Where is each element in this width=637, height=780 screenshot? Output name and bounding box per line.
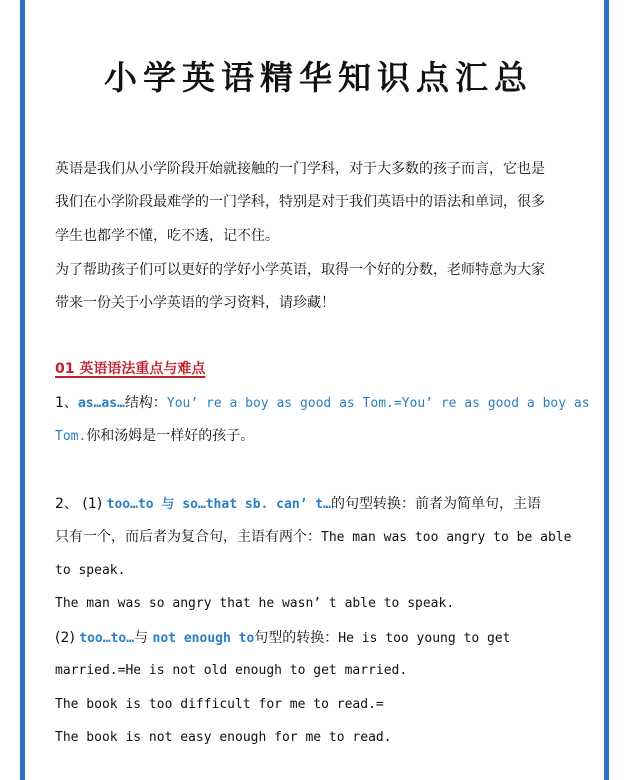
example-line: The book is not easy enough for me to read. (55, 730, 392, 745)
intro-line: 为了帮助孩子们可以更好的学好小学英语，取得一个好的分数，老师特意为大家 (55, 262, 545, 278)
intro-line: 学生也都学不懂，吃不透，记不住。 (55, 228, 279, 244)
example-line: to speak. (55, 563, 126, 578)
item-1-line (55, 393, 590, 414)
page-title: 小学英语精华知识点汇总 (104, 58, 533, 97)
description-text: 的句型转换：前者为简单句，主语 (330, 496, 541, 512)
item-number: 1、 (55, 395, 78, 411)
intro-line: 英语是我们从小学阶段开始就接触的一门学科，对于大多数的孩子而言，它也是 (55, 161, 545, 177)
section-heading: 01 英语语法重点与难点 (55, 361, 206, 377)
translation-text: 你和汤姆是一样好的孩子。 (86, 428, 255, 444)
item-2-line (55, 527, 571, 548)
item-number: (2) (55, 630, 80, 646)
item-number: 2、 (1) (55, 496, 107, 512)
pattern-text: too…to 与 so…that sb. can’ t… (106, 497, 331, 512)
item-2-sub-line (55, 628, 510, 649)
intro-line: 我们在小学阶段最难学的一门学科，特别是对于我们英语中的语法和单词，很多 (55, 194, 545, 210)
example-text: He is too young to get (338, 631, 511, 646)
example-text: The man was too angry to be able (321, 530, 572, 545)
pattern-text: as…as… (77, 396, 125, 411)
item-1-line (55, 426, 254, 447)
example-text: Tom. (55, 429, 87, 444)
pattern-text: not enough to (152, 631, 255, 646)
example-line: The man was so angry that he wasn’ t able to speak. (55, 596, 455, 611)
connector-text: 与 (134, 630, 153, 646)
example-line: The book is too difficult for me to read.= (55, 697, 384, 712)
right-frame-border (604, 0, 609, 780)
example-line: married.=He is not old enough to get married. (55, 663, 408, 678)
intro-line: 带来一份关于小学英语的学习资料，请珍藏！ (55, 295, 335, 311)
example-text: You’ re a boy as good as Tom.=You’ re as good a boy as (166, 396, 590, 411)
item-2-line (55, 494, 541, 515)
description-text: 句型的转换： (254, 630, 339, 646)
left-frame-border (20, 0, 25, 780)
description-text: 只有一个，而后者为复合句，主语有两个： (55, 529, 321, 545)
pattern-text: too…to… (79, 631, 135, 646)
label-text: 结构： (124, 395, 167, 411)
